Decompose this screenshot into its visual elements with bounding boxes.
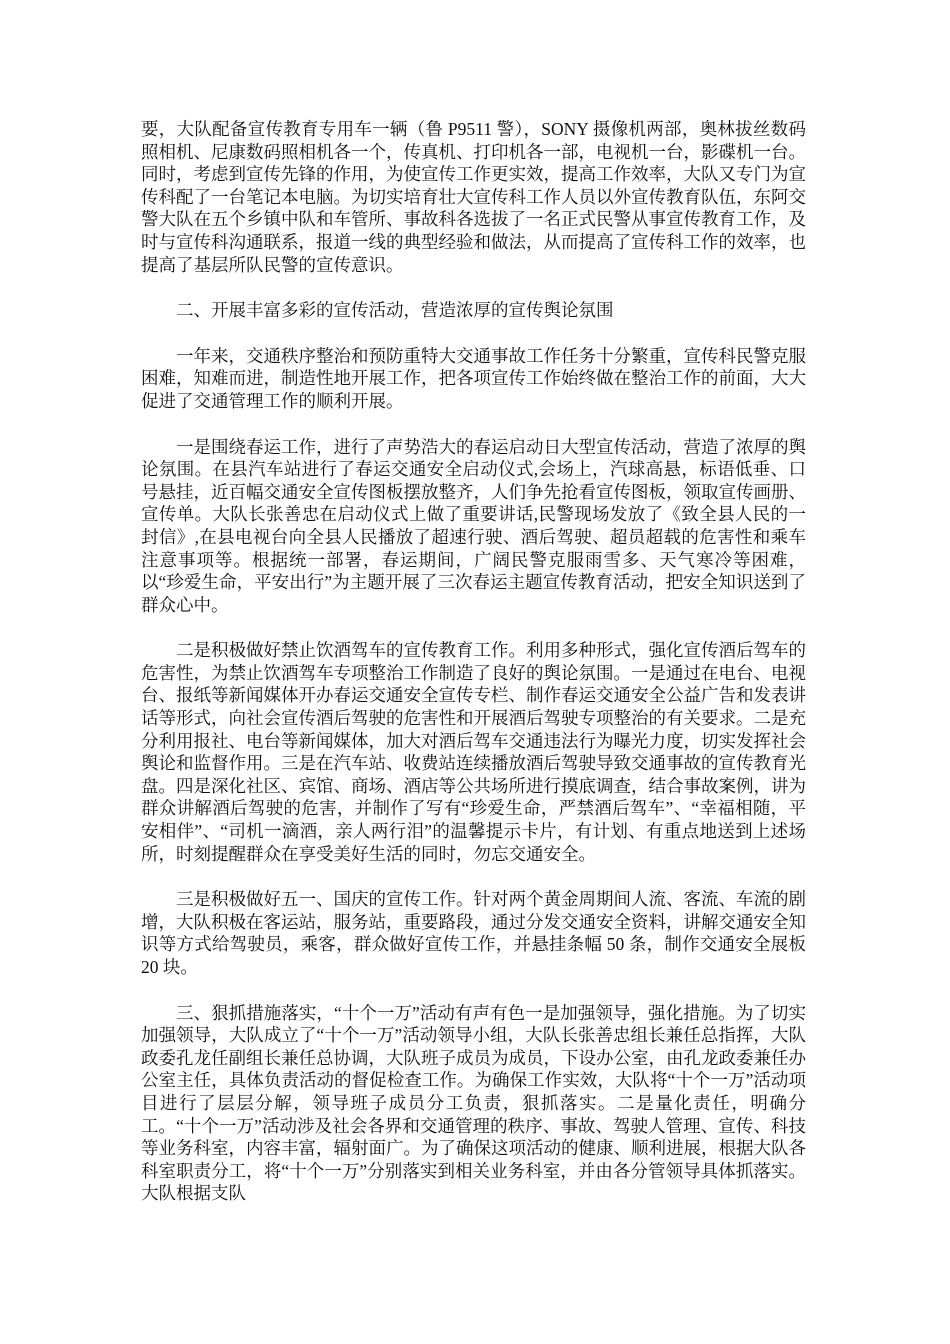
paragraph-drunk-driving: 二是积极做好禁止饮酒驾车的宣传教育工作。利用多种形式，强化宣传酒后驾车的危害性，为禁止饮酒驾车专项整治工作制造了良好的舆论氛围。一是通过在电台、电视台、报纸等新闻媒体开办春运交通安全宣传专栏、制作春运交通安全公益广告和发表讲话等形式，向社会宣传酒后驾驶的危害性和开展酒后驾驶专项整治的有关要求。二是充分利用报社、电台等新闻媒体，加大对酒后驾车交通违法行为曝光力度，切实发挥社会舆论和监督作用。三是在汽车站、收费站连续播放酒后驾驶导致交通事故的宣传教育光盘。四是深化社区、宾馆、商场、酒店等公共场所进行摸底调查，结合事故案例，讲为群众讲解酒后驾驶的危害，并制作了写有“珍爱生命，严禁酒后驾车”、“幸福相随，平安相伴”、“司机一滴酒，亲人两行泪”的温馨提示卡片，有计划、有重点地送到上述场所，时刻提醒群众在享受美好生活的同时，勿忘交通安全。 [141, 640, 806, 864]
paragraph-holidays: 三是积极做好五一、国庆的宣传工作。针对两个黄金周期间人流、客流、车流的剧增，大队积极在客运站，服务站，重要路段，通过分发交通安全资料，讲解交通安全知识等方式给驾驶员，乘客，群众做好宣传工作，并悬挂条幅 50 条，制作交通安全展板 20 块。 [141, 889, 806, 977]
section-heading-publicity-activities: 二、开展丰富多彩的宣传活动，营造浓厚的宣传舆论氛围 [176, 300, 614, 321]
paragraph-equipment: 要，大队配备宣传教育专用车一辆（鲁 P9511 警），SONY 摄像机两部，奥林拔丝数码照相机、尼康数码照相机各一个，传真机、打印机各一部，电视机一台，影碟机一台。同时，考虑到宣传先锋的作用，为使宣传工作更实效，提高工作效率，大队又专门为宣传科配了一台笔记本电脑。为切实培育壮大宣传科工作人员以外宣传教育队伍，东阿交警大队在五个乡镇中队和车管所、事故科各选拔了一名正式民警从事宣传教育工作，及时与宣传科沟通联系，报道一线的典型经验和做法，从而提高了宣传科工作的效率，也提高了基层所队民警的宣传意识。 [141, 119, 806, 275]
document-body [141, 118, 806, 1228]
paragraph-overview: 一年来，交通秩序整治和预防重特大交通事故工作任务十分繁重，宣传科民警克服困难，知难而进，制造性地开展工作，把各项宣传工作始终做在整治工作的前面，大大促进了交通管理工作的顺利开展。 [141, 345, 806, 411]
paragraph-ten-ten-thousand: 三、狠抓措施落实，“十个一万”活动有声有色一是加强领导，强化措施。为了切实加强领导，大队成立了“十个一万”活动领导小组，大队长张善忠组长兼任总指挥，大队政委孔龙任副组长兼任总协调，大队班子成员为成员，下设办公室，由孔龙政委兼任办公室主任，具体负责活动的督促检查工作。为确保工作实效，大队将“十个一万”活动项目进行了层层分解，领导班子成员分工负责，狠抓落实。二是量化责任，明确分工。“十个一万”活动涉及社会各界和交通管理的秩序、事故、驾驶人管理、宣传、科技等业务科室，内容丰富，辐射面广。为了确保这项活动的健康、顺利进展，根据大队各科室职责分工，将“十个一万”分别落实到相关业务科室，并由各分管领导具体抓落实。大队根据支队 [141, 1002, 806, 1204]
paragraph-spring-festival: 一是围绕春运工作，进行了声势浩大的春运启动日大型宣传活动，营造了浓厚的舆论氛围。在县汽车站进行了春运交通安全启动仪式,会场上，汽球高悬，标语低垂、口号悬挂，近百幅交通安全宣传图板摆放整齐，人们争先抢看宣传图板，领取宣传画册、宣传单。大队长张善忠在启动仪式上做了重要讲话,民警现场发放了《致全县人民的一封信》,在县电视台向全县人民播放了超速行驶、酒后驾驶、超员超载的危害性和乘车注意事项等。根据统一部署，春运期间，广阔民警克服雨雪多、天气寒冷等困难，以“珍爱生命，平安出行”为主题开展了三次春运主题宣传教育活动，把安全知识送到了群众心中。 [141, 436, 806, 615]
